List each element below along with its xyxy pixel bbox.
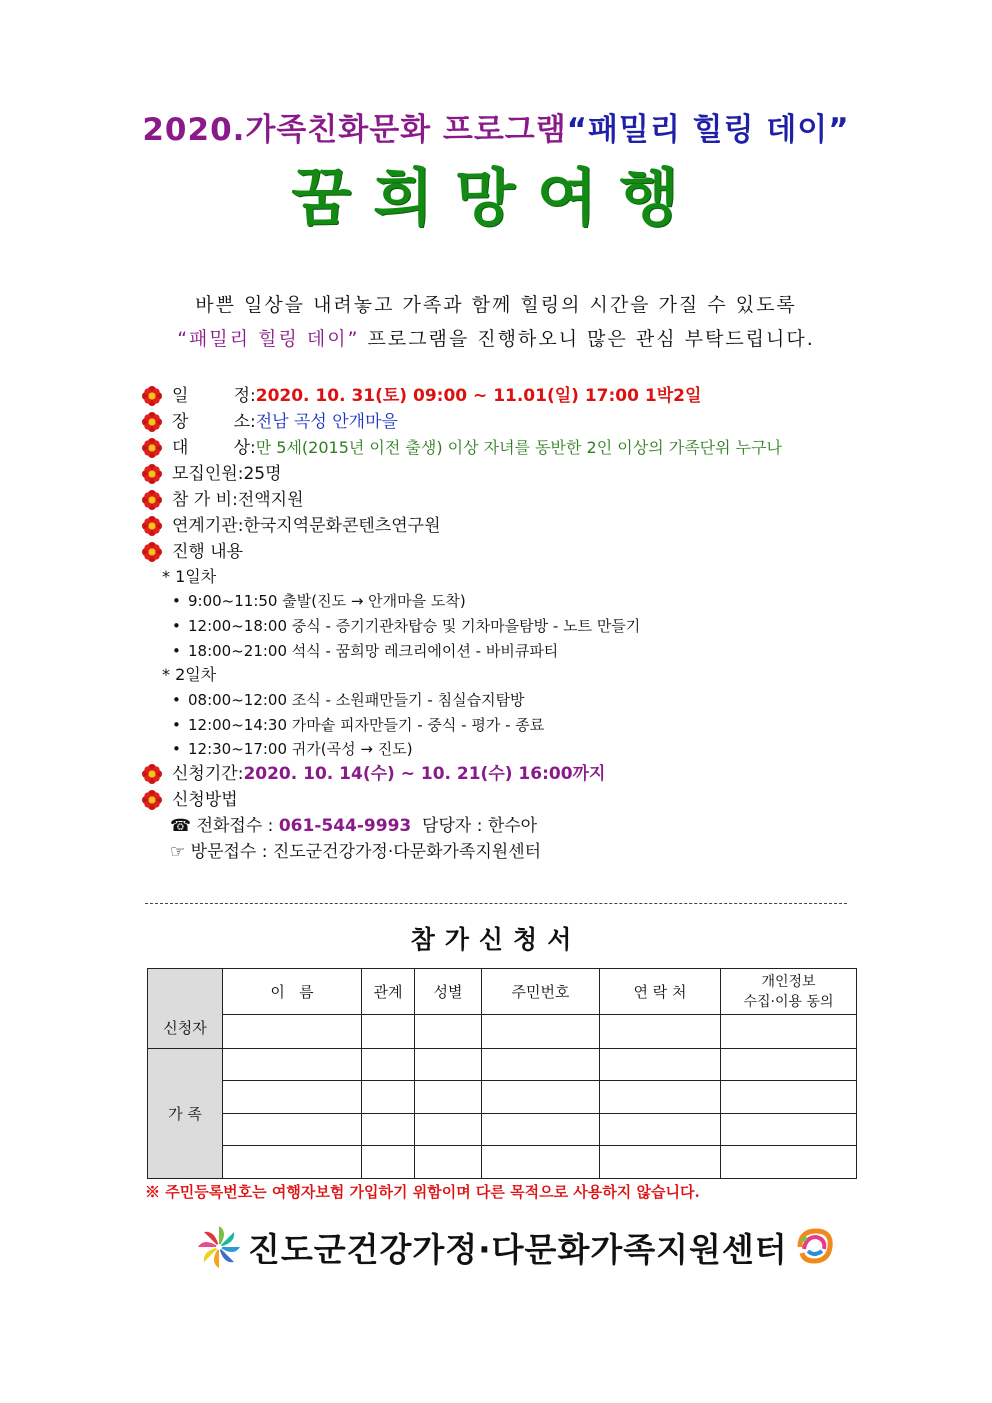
info-row-recruit <box>142 461 282 487</box>
flower-icon <box>142 516 162 536</box>
info-row-partner <box>142 513 441 539</box>
applicant-gender-cell[interactable] <box>415 1015 482 1049</box>
recruit-value: 25명 <box>243 464 282 484</box>
flower-icon <box>142 790 162 810</box>
family-cell[interactable] <box>415 1114 482 1146</box>
family-cell[interactable] <box>482 1049 600 1081</box>
applicant-relation-cell[interactable] <box>362 1015 415 1049</box>
family-cell[interactable] <box>362 1114 415 1146</box>
intro-rest: 프로그램을 진행하오니 많은 관심 부탁드립니다. <box>359 328 815 350</box>
target-colon: : <box>250 438 256 458</box>
phone-label: 전화접수 : <box>191 816 279 836</box>
family-cell[interactable] <box>362 1081 415 1114</box>
partner-colon: : <box>237 516 244 536</box>
info-row-target <box>142 435 782 461</box>
visit-text: 방문접수 : 진도군건강가정·다문화가족지원센터 <box>185 842 542 862</box>
day1-label: * 1일차 <box>162 567 217 586</box>
visit-application <box>170 839 541 865</box>
column-header-id-number: 주민번호 <box>482 969 600 1015</box>
flower-icon <box>142 412 162 432</box>
date-value: 2020. 10. 31(토) 09:00 ~ 11.01(일) 17:00 1박2일 <box>255 386 702 406</box>
method-label: 신청방법 <box>172 790 238 810</box>
flower-icon <box>142 490 162 510</box>
info-row-place <box>142 409 398 435</box>
date-label: 일 정 <box>172 386 250 406</box>
schedule-item: • 08:00~12:00 조식 - 소원패만들기 - 침실습지탐방 <box>172 691 525 709</box>
family-cell[interactable] <box>362 1146 415 1179</box>
info-row-fee <box>142 487 304 513</box>
flower-icon <box>142 386 162 406</box>
applicant-row-header: 신청자 <box>148 969 223 1049</box>
phone-number[interactable]: 061-544-9993 <box>278 816 412 836</box>
partner-label: 연계기관 <box>172 516 238 536</box>
flower-icon <box>142 542 162 562</box>
main-title: 꿈희망여행 <box>291 161 701 234</box>
column-header-consent: 개인정보 수집·이용 동의 <box>721 969 857 1015</box>
column-header-name: 이 름 <box>223 969 362 1015</box>
family-cell[interactable] <box>415 1049 482 1081</box>
family-cell[interactable] <box>721 1049 857 1081</box>
family-cell[interactable] <box>362 1049 415 1081</box>
column-header-gender: 성별 <box>415 969 482 1015</box>
family-cell[interactable] <box>600 1146 721 1179</box>
subtitle-part2: “패밀리 힐링 데이” <box>566 112 850 148</box>
pointing-hand-icon: ☞ <box>170 842 186 862</box>
info-row-method <box>142 787 238 813</box>
period-colon: : <box>237 764 244 784</box>
family-cell[interactable] <box>223 1146 362 1179</box>
family-cell[interactable] <box>721 1114 857 1146</box>
date-colon: : <box>250 386 256 406</box>
schedule-item: • 12:00~14:30 가마솥 피자만들기 - 중식 - 평가 - 종료 <box>172 716 545 734</box>
footer-org-name: 진도군건강가정·다문화가족지원센터 <box>248 1229 788 1269</box>
family-cell[interactable] <box>415 1081 482 1114</box>
period-label: 신청기간 <box>172 764 238 784</box>
intro-highlight: “패밀리 힐링 데이” <box>177 328 360 350</box>
flower-icon <box>142 438 162 458</box>
partner-value: 한국지역문화콘텐츠연구원 <box>243 516 441 536</box>
footer-org <box>196 1222 836 1272</box>
applicant-id-cell[interactable] <box>482 1015 600 1049</box>
cut-line-divider <box>145 903 847 904</box>
applicant-contact-cell[interactable] <box>600 1015 721 1049</box>
family-cell[interactable] <box>482 1081 600 1114</box>
day2-label: * 2일차 <box>162 665 217 684</box>
phone-icon: ☎ <box>170 816 192 836</box>
info-row-date <box>142 383 701 409</box>
subtitle <box>0 104 992 149</box>
fee-value: 전액지원 <box>237 490 304 510</box>
target-label: 대 상 <box>172 438 250 458</box>
info-row-period <box>142 761 605 787</box>
info-row-program <box>142 539 243 565</box>
fee-colon: : <box>232 490 238 510</box>
family-cell[interactable] <box>482 1146 600 1179</box>
family-cell[interactable] <box>600 1049 721 1081</box>
column-header-contact: 연 락 처 <box>600 969 721 1015</box>
family-cell[interactable] <box>721 1146 857 1179</box>
place-value: 전남 곡성 안개마을 <box>255 412 398 432</box>
form-title: 참가신청서 <box>410 925 582 954</box>
application-form-table <box>147 968 857 1179</box>
program-label: 진행 내용 <box>172 542 244 562</box>
recruit-colon: : <box>237 464 244 484</box>
column-header-relation: 관계 <box>362 969 415 1015</box>
flower-icon <box>142 464 162 484</box>
target-value: 만 5세(2015년 이전 출생) 이상 자녀를 동반한 2인 이상의 가족단위 누구나 <box>255 438 783 457</box>
schedule-item: • 12:00~18:00 중식 - 증기기관차탑승 및 기차마을탐방 - 노트 만들기 <box>172 617 641 635</box>
flower-icon <box>142 764 162 784</box>
place-colon: : <box>250 412 256 432</box>
fee-label: 참 가 비 <box>172 490 233 510</box>
privacy-footnote: ※ 주민등록번호는 여행자보험 가입하기 위함이며 다른 목적으로 사용하지 않습니다. <box>145 1183 700 1201</box>
place-label: 장 소 <box>172 412 250 432</box>
schedule-item: • 9:00~11:50 출발(진도 → 안개마을 도착) <box>172 592 466 610</box>
family-cell[interactable] <box>223 1114 362 1146</box>
intro-line-2 <box>0 324 992 351</box>
family-cell[interactable] <box>223 1049 362 1081</box>
phone-application <box>170 813 537 839</box>
family-cell[interactable] <box>482 1114 600 1146</box>
family-cell[interactable] <box>600 1081 721 1114</box>
pinwheel-logo-icon <box>196 1224 242 1270</box>
schedule-item: • 18:00~21:00 석식 - 꿈희망 레크리에이션 - 바비큐파티 <box>172 642 559 660</box>
family-cell[interactable] <box>600 1114 721 1146</box>
recruit-label: 모집인원 <box>172 464 238 484</box>
contact-person: 담당자 : 한수아 <box>411 816 538 836</box>
intro-line-1: 바쁜 일상을 내려놓고 가족과 함께 힐링의 시간을 가질 수 있도록 <box>195 294 797 316</box>
family-cell[interactable] <box>721 1081 857 1114</box>
family-row-header: 가 족 <box>148 1049 223 1179</box>
subtitle-part1: 2020.가족친화문화 프로그램 <box>142 112 567 148</box>
family-center-logo-icon <box>794 1227 836 1267</box>
period-value: 2020. 10. 14(수) ~ 10. 21(수) 16:00까지 <box>243 764 606 784</box>
family-cell[interactable] <box>223 1081 362 1114</box>
family-cell[interactable] <box>415 1146 482 1179</box>
applicant-name-cell[interactable] <box>223 1015 362 1049</box>
schedule-item: • 12:30~17:00 귀가(곡성 → 진도) <box>172 740 413 758</box>
applicant-consent-cell[interactable] <box>721 1015 857 1049</box>
